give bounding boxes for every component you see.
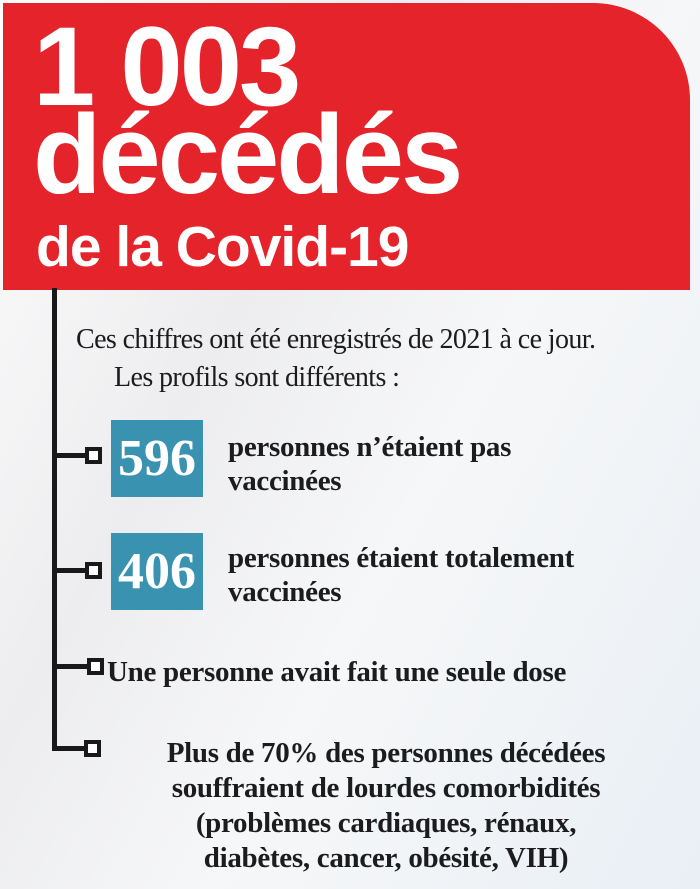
stat-box-unvaccinated: 596 bbox=[111, 420, 203, 497]
row-label-single-dose bbox=[107, 655, 566, 689]
row-label-line: vaccinées bbox=[228, 576, 342, 608]
row-label-line: personnes étaient totalement bbox=[228, 542, 574, 574]
headline-word: décédés bbox=[33, 92, 461, 217]
row-label-line: Une personne avait fait une seule dose bbox=[107, 656, 567, 688]
tree-node-square-1 bbox=[85, 447, 102, 464]
row-label-unvaccinated bbox=[228, 430, 511, 498]
intro-line-2: Les profils sont différents : bbox=[114, 362, 400, 393]
tree-branch-line-4 bbox=[52, 746, 88, 751]
red-header-banner bbox=[3, 3, 690, 290]
tree-branch-line-2 bbox=[56, 568, 86, 573]
tree-node-square-4 bbox=[84, 740, 101, 757]
row-label-line: vaccinées bbox=[228, 465, 342, 497]
row-label-vaccinated bbox=[228, 541, 574, 609]
tree-node-square-2 bbox=[85, 562, 102, 579]
row-label-line: personnes n’étaient pas bbox=[228, 431, 512, 463]
row-label-line: souffraient de lourdes comorbidités bbox=[171, 772, 601, 804]
row-label-line: diabètes, cancer, obésité, VIH) bbox=[203, 842, 569, 874]
headline-number: 1 003 bbox=[33, 4, 299, 129]
row-label-line: (problèmes cardiaques, rénaux, bbox=[195, 807, 577, 839]
row-label-line: Plus de 70% des personnes décédées bbox=[166, 737, 606, 769]
stat-box-vaccinated: 406 bbox=[111, 533, 203, 610]
tree-trunk-line bbox=[52, 288, 57, 751]
row-label-comorbidities bbox=[100, 736, 672, 876]
tree-node-square-3 bbox=[87, 658, 104, 675]
tree-branch-line-3 bbox=[56, 664, 88, 669]
headline-subtitle: de la Covid-19 bbox=[36, 215, 409, 279]
tree-branch-line-1 bbox=[56, 453, 86, 458]
intro-line-1: Ces chiffres ont été enregistrés de 2021 à ce jour. bbox=[76, 324, 596, 355]
